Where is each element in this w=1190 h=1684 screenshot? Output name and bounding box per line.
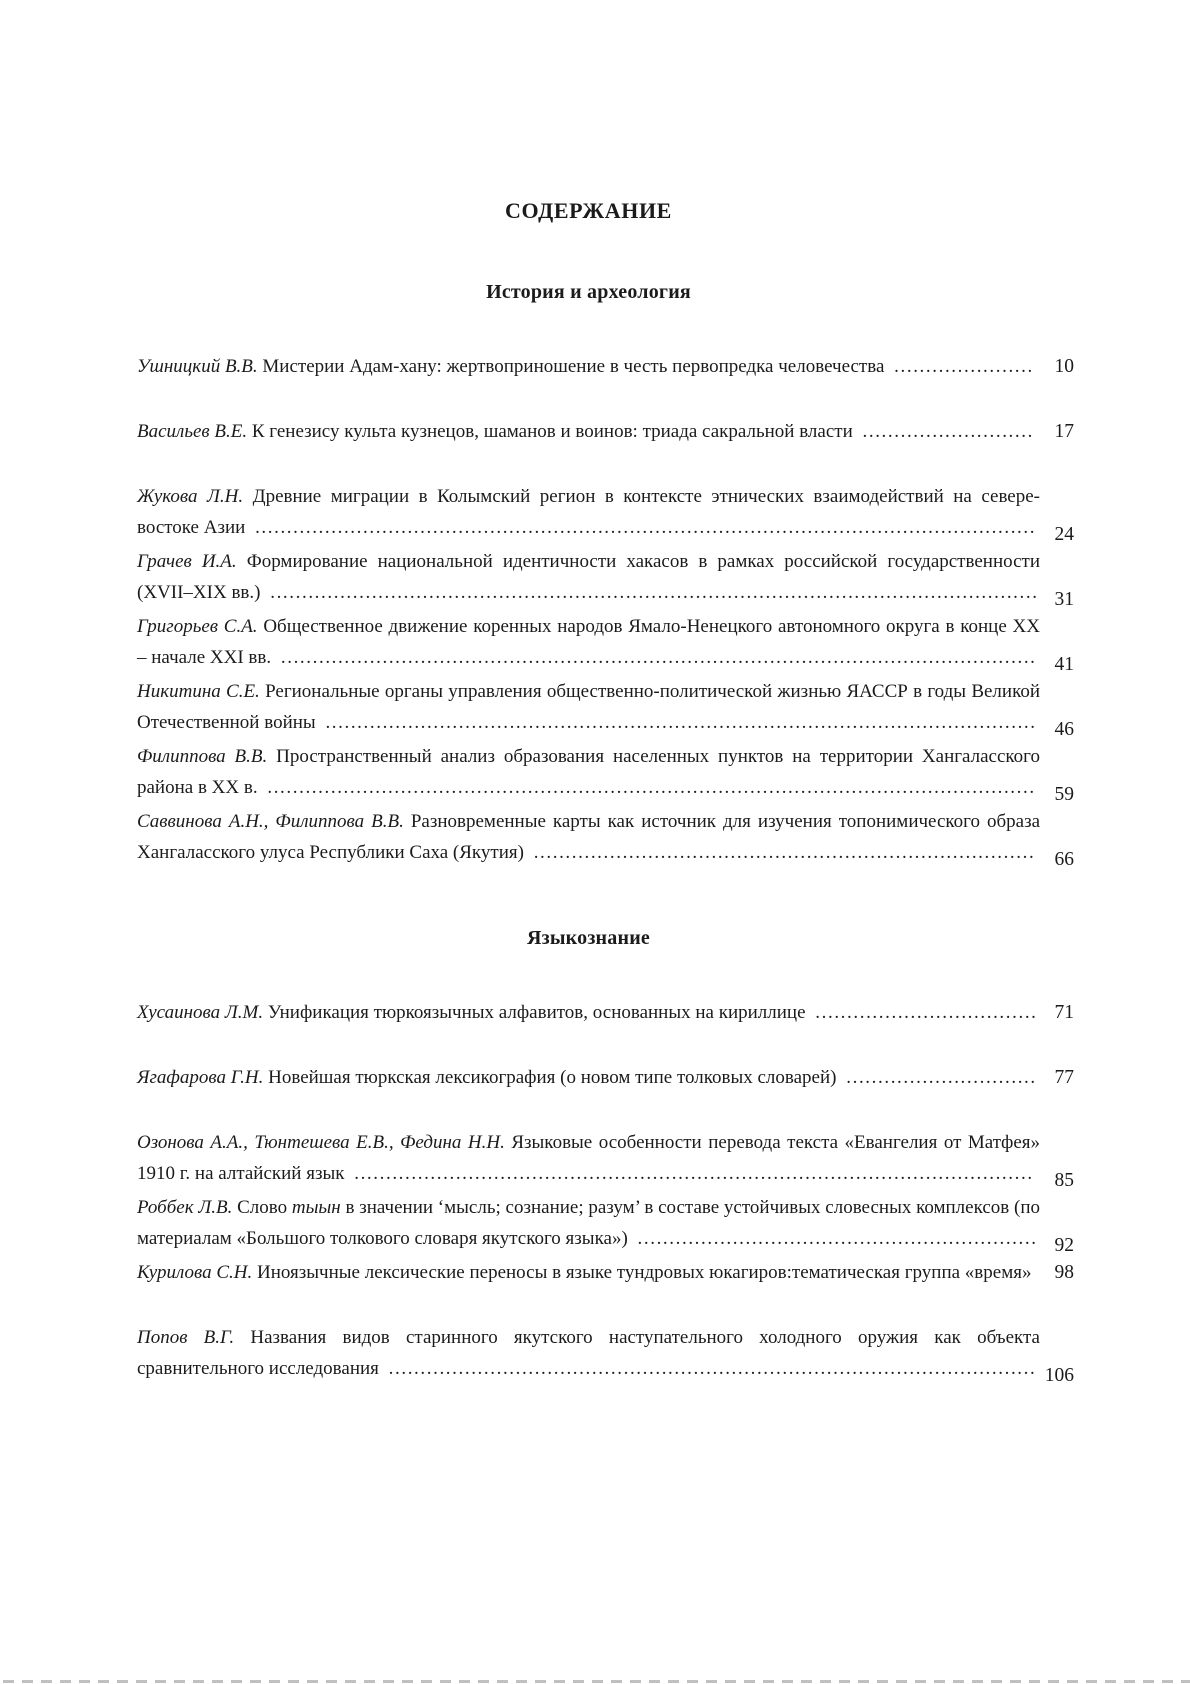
entry-page-number: 10 — [1054, 356, 1074, 377]
entry-title-part: Мистерии Адам-хану: жертвоприношение в честь первопредка человечества — [262, 356, 885, 377]
entry-page-number: 92 — [1054, 1235, 1074, 1256]
scan-artifact-dashed-line — [3, 1680, 1190, 1683]
entry-authors: Филиппова В.В. — [137, 746, 268, 767]
entry-title-part: Новейшая тюркская лексикография (о новом типе толковых словарей) — [268, 1067, 837, 1088]
toc-entry — [137, 481, 1074, 545]
entry-title-part: тыын — [291, 1197, 341, 1218]
entry-authors: Никитина С.Е. — [137, 681, 260, 702]
toc-entry — [137, 1192, 1074, 1256]
entry-authors: Григорьев С.А. — [137, 616, 258, 637]
entry-authors: Ушницкий В.В. — [137, 356, 258, 377]
dot-leader: ...................................................................................................... — [388, 1358, 1037, 1379]
entry-page-number: 71 — [1054, 1002, 1074, 1023]
dot-leader: ......................................................................................................................... — [267, 777, 1036, 798]
entry-title-part: Названия видов старинного якутского наступательного холодного оружия как объекта сравнительного исследования — [137, 1327, 1040, 1379]
toc-entry — [137, 416, 1074, 447]
entry-title-part: Формирование национальной идентичности хакасов в рамках российской государственности (XVII–XIX вв.) — [137, 551, 1040, 603]
entry-authors: Курилова С.Н. — [137, 1262, 253, 1283]
entry-title-part: Разновременные карты как источник для изучения топонимического образа Хангаласского улуса Республики Саха (Якутия) — [137, 811, 1041, 863]
entry-page-number: 66 — [1054, 849, 1074, 870]
toc-entry — [137, 741, 1074, 805]
entry-authors: Попов В.Г. — [137, 1327, 235, 1348]
toc-entry — [137, 611, 1074, 675]
entry-title-part: в значении ‘мысль; сознание; разум’ в составе устойчивых словесных комплексов (по материалам «Большого толкового словаря якутского языка») — [137, 1197, 1040, 1249]
entry-title-part: Иноязычные лексические переносы в языке тундровых юкагиров:тематическая группа «время» — [257, 1262, 1032, 1283]
entry-authors: Грачев И.А. — [137, 551, 237, 572]
dot-leader: ......................................................................................................................... — [270, 582, 1039, 603]
entry-title-part: Региональные органы управления общественно-политической жизнью ЯАССР в годы Великой Отечественной войны — [137, 681, 1041, 733]
entry-page-number: 85 — [1054, 1170, 1074, 1191]
entry-title-part: Древние миграции в Колымский регион в контексте этнических взаимодействий на севере-востоке Азии — [137, 486, 1040, 538]
entry-page-number: 59 — [1054, 784, 1074, 805]
entry-authors: Хусаинова Л.М. — [137, 1002, 264, 1023]
entry-page-number: 41 — [1054, 654, 1074, 675]
dot-leader: ...................... — [894, 356, 1034, 377]
dot-leader: ........................................................................................................... — [354, 1163, 1034, 1184]
entry-authors: Васильев В.Е. — [137, 421, 248, 442]
entry-page-number: 24 — [1054, 524, 1074, 545]
entry-title-part: Слово — [237, 1197, 292, 1218]
entry-page-number: 17 — [1054, 421, 1074, 442]
toc-entry — [137, 1322, 1074, 1386]
entry-authors: Роббек Л.В. — [137, 1197, 233, 1218]
dot-leader: ............................................................................... — [533, 842, 1036, 863]
entry-title-part: К генезису культа кузнецов, шаманов и воинов: триада сакральной власти — [251, 421, 853, 442]
toc-section — [137, 926, 1074, 1386]
toc-sections — [137, 280, 1074, 1386]
toc-entry — [137, 546, 1074, 610]
dot-leader: ................................... — [815, 1002, 1038, 1023]
entry-authors: Саввинова А.Н., Филиппова В.В. — [137, 811, 404, 832]
entry-page-number: 31 — [1054, 589, 1074, 610]
toc-entry — [137, 1062, 1074, 1093]
toc-entry — [137, 676, 1074, 740]
page-title: СОДЕРЖАНИЕ — [505, 198, 672, 223]
entry-title-part: Общественное движение коренных народов Ямало-Ненецкого автономного округа в конце XX – начале XXI вв. — [137, 616, 1040, 668]
entry-title-part: Унификация тюркоязычных алфавитов, основанных на кириллице — [267, 1002, 806, 1023]
toc-entry — [137, 1257, 1074, 1288]
entry-authors: Ягафарова Г.Н. — [137, 1067, 264, 1088]
dot-leader: ....................................................................................................................... — [280, 647, 1037, 668]
toc-entry — [137, 1127, 1074, 1191]
section-heading: История и археология — [486, 281, 691, 303]
dot-leader: ................................................................................................................ — [325, 712, 1037, 733]
entry-authors: Озонова А.А., Тюнтешева Е.В., Федина Н.Н. — [137, 1132, 505, 1153]
page-content — [137, 0, 1074, 1386]
toc-section — [137, 280, 1074, 870]
dot-leader: ........................................................................................................................... — [255, 517, 1037, 538]
entry-page-number: 106 — [1044, 1365, 1074, 1386]
dot-leader: ........................... — [862, 421, 1034, 442]
entry-authors: Жукова Л.Н. — [137, 486, 244, 507]
section-heading: Языкознание — [526, 927, 651, 949]
toc-entry — [137, 997, 1074, 1028]
entry-page-number: 46 — [1054, 719, 1074, 740]
entry-title-part: Языковые особенности перевода текста «Евангелия от Матфея» 1910 г. на алтайский язык — [137, 1132, 1041, 1184]
dot-leader: .............................. — [846, 1067, 1037, 1088]
entry-title-part: Пространственный анализ образования населенных пунктов на территории Хангаласского района в XX в. — [137, 746, 1040, 798]
toc-entry — [137, 351, 1074, 382]
toc-entry — [137, 806, 1074, 870]
entry-page-number: 77 — [1054, 1067, 1074, 1088]
entry-page-number: 98 — [1054, 1262, 1074, 1283]
dot-leader: ............................................................... — [637, 1228, 1038, 1249]
